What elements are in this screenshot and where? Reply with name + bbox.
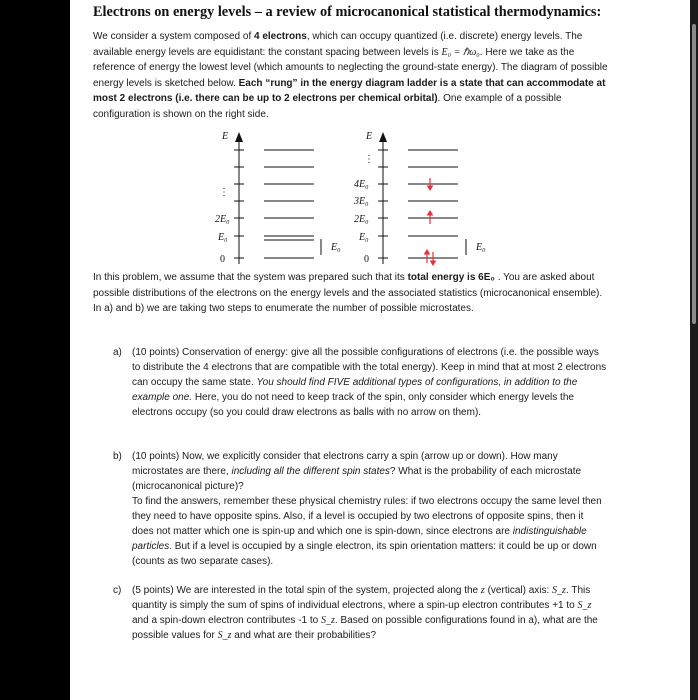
right-ellipsis: ⋮ — [364, 154, 374, 165]
right-label-3E0: 3E₀ — [354, 196, 369, 207]
left-label-2E0: 2E₀ — [215, 214, 230, 225]
page-title: Electrons on energy levels – a review of microcanonical statistical thermodynamics: — [93, 4, 602, 20]
spin-up-arrowhead — [425, 250, 430, 254]
left-zero-label: 0 — [220, 254, 225, 265]
intro-paragraph: We consider a system composed of 4 electrons, which can occupy quantized (i.e. discrete) energy levels. The available energy levels are equidistant: the constant spacing between levels is E₀ = ℏω₀. Here we take as the reference of energy the lowest level (which amounts to neglecting the ground-state energy). The diagram of possible energy levels is sketched below. Each “rung” in the energy diagram ladder is a state that can accommodate at most 2 electrons (i.e. there can be up to 2 electrons per chemical orbital). One example of a possible configuration is shown on the right side. — [93, 31, 608, 120]
right-spacing-label: E₀ — [476, 242, 486, 253]
left-axis-label: E — [222, 131, 229, 142]
left-spacing-label: E₀ — [331, 242, 341, 253]
problem-statement: In this problem, we assume that the system was prepared such that its total energy is 6E₀ . You are asked about possible distributions of the electrons on the energy levels and the associated statistics (microcanonical ensemble). In a) and b) we are taking two steps to enumerate the number of possible microstates. — [93, 272, 603, 315]
right-axis-arrowhead — [379, 132, 387, 142]
left-ladder — [215, 131, 341, 265]
question-a-label: a) — [113, 347, 122, 358]
spin-down-arrowhead — [431, 261, 436, 265]
right-label-2E0: 2E₀ — [354, 214, 369, 225]
right-zero-label: 0 — [364, 254, 369, 265]
left-ellipsis: ⋮ — [219, 187, 229, 198]
right-label-4E0: 4E₀ — [354, 179, 369, 190]
spin-down-arrowhead — [428, 186, 433, 190]
example-configuration — [425, 178, 436, 265]
right-ladder — [353, 131, 486, 265]
left-label-E0: E₀ — [218, 232, 228, 243]
spin-up-arrowhead — [428, 211, 433, 215]
left-axis-arrowhead — [235, 132, 243, 142]
question-c-label: c) — [113, 585, 122, 596]
right-label-E0: E₀ — [359, 232, 369, 243]
question-b-label: b) — [113, 451, 122, 462]
right-axis-label: E — [366, 131, 373, 142]
